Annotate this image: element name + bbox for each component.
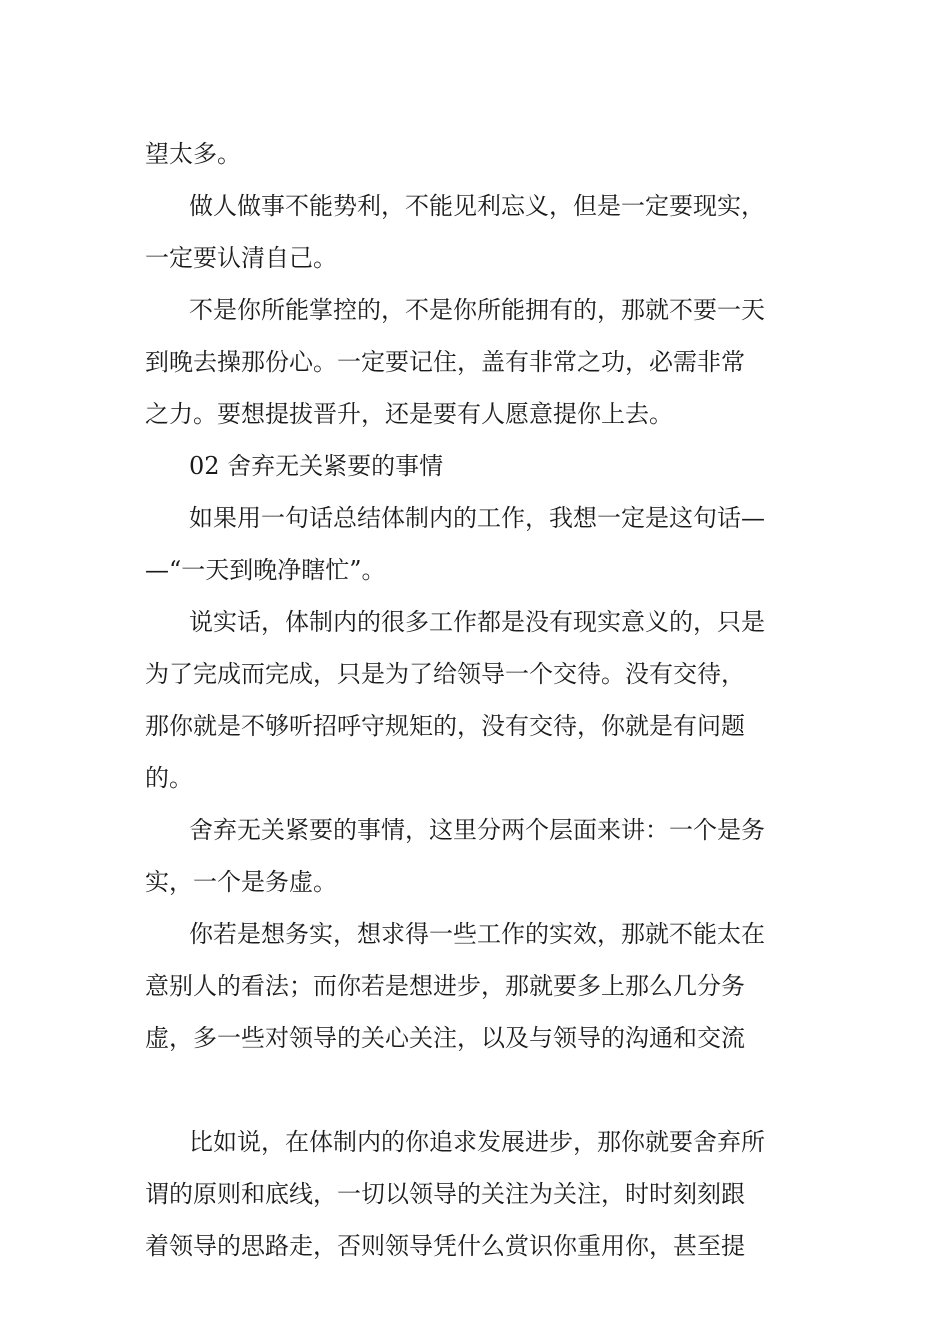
text-line: 着领导的思路走，否则领导凭什么赏识你重用你，甚至提 [145, 1232, 745, 1260]
blank-line [145, 1064, 807, 1116]
text-line: —“一天到晚净瞎忙”。 [145, 556, 386, 584]
text-line: 那你就是不够听招呼守规矩的，没有交待，你就是有问题 [145, 712, 745, 740]
section-heading: 02 舍弃无关紧要的事情 [189, 452, 444, 480]
text-line: 望太多。 [145, 140, 241, 168]
text-line: 实，一个是务虚。 [145, 868, 337, 896]
text-line: 到晚去操那份心。一定要记住，盖有非常之功，必需非常 [145, 348, 745, 376]
paragraph-start-line: 做人做事不能势利，不能见利忘义，但是一定要现实， [189, 192, 765, 220]
text-line: 一定要认清自己。 [145, 244, 337, 272]
paragraph-start-line: 如果用一句话总结体制内的工作，我想一定是这句话— [189, 504, 765, 532]
paragraph-start-line: 你若是想务实，想求得一些工作的实效，那就不能太在 [189, 920, 765, 948]
text-line: 谓的原则和底线，一切以领导的关注为关注，时时刻刻跟 [145, 1180, 745, 1208]
text-line: 之力。要想提拔晋升，还是要有人愿意提你上去。 [145, 400, 673, 428]
text-line: 意别人的看法；而你若是想进步，那就要多上那么几分务 [145, 972, 745, 1000]
text-line: 虚，多一些对领导的关心关注，以及与领导的沟通和交流 [145, 1024, 745, 1052]
paragraph-start-line: 说实话，体制内的很多工作都是没有现实意义的，只是 [189, 608, 765, 636]
paragraph-start-line: 不是你所能掌控的，不是你所能拥有的，那就不要一天 [189, 296, 765, 324]
paragraph-start-line: 比如说，在体制内的你追求发展进步，那你就要舍弃所 [189, 1128, 765, 1156]
document-body [145, 128, 807, 1272]
text-line: 的。 [145, 764, 193, 792]
text-line: 为了完成而完成，只是为了给领导一个交待。没有交待， [145, 660, 745, 688]
paragraph-start-line: 舍弃无关紧要的事情，这里分两个层面来讲：一个是务 [189, 816, 765, 844]
